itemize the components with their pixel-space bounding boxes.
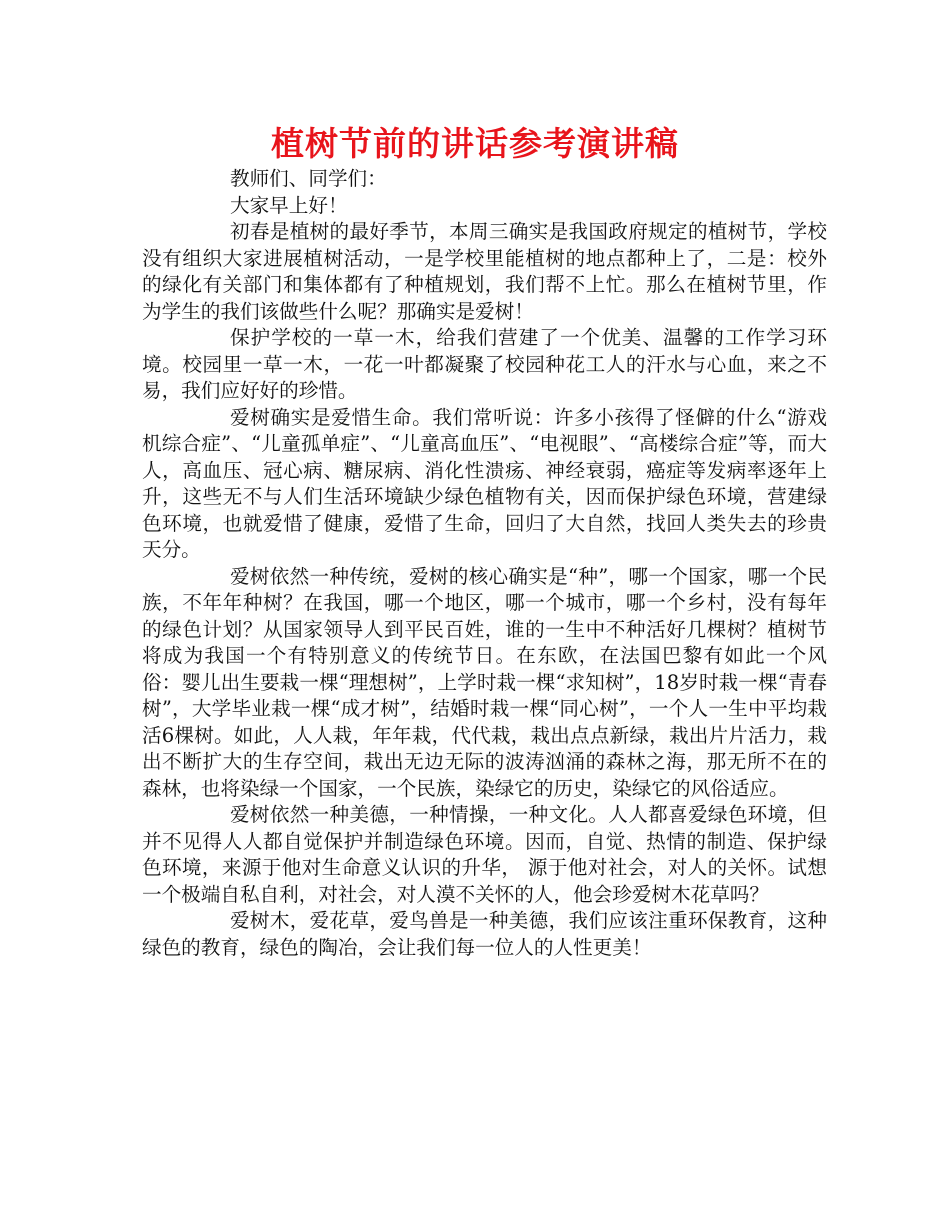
document-body: [142, 166, 827, 961]
document-title: 植树节前的讲话参考演讲稿: [271, 124, 679, 163]
paragraph: 爱树木，爱花草，爱鸟兽是一种美德，我们应该注重环保教育，这种绿色的教育，绿色的陶冶，会让我们每一位人的人性更美！: [142, 909, 827, 959]
greeting: 大家早上好！: [230, 193, 348, 217]
paragraph: 保护学校的一草一木，给我们营建了一个优美、温馨的工作学习环境。校园里一草一木，一花一叶都凝聚了校园种花工人的汗水与心血，来之不易，我们应好好的珍惜。: [142, 326, 827, 402]
paragraph: 爱树依然一种传统，爱树的核心确实是“种”，哪一个国家，哪一个民族，不年年种树？在我国，哪一个地区，哪一个城市，哪一个乡村，没有每年的绿色计划？从国家领导人到平民百姓，谁的一生中不种活好几棵树？植树节将成为我国一个有特别意义的传统节日。在东欧，在法国巴黎有如此一个风俗：婴儿出生要栽一棵“理想树”，上学时栽一棵“求知树”，18岁时栽一棵“青春树”，大学毕业栽一棵“成才树”，结婚时栽一棵“同心树”，一个人一生中平均栽活6棵树。如此，人人栽，年年栽，代代栽，栽出点点新绿，栽出片片活力，栽出不断扩大的生存空间，栽出无边无际的波涛汹涌的森林之海，那无所不在的森林，也将染绿一个国家，一个民族，染绿它的历史，染绿它的风俗适应。: [142, 564, 827, 800]
paragraph: 爱树确实是爱惜生命。我们常听说：许多小孩得了怪僻的什么“游戏机综合症”、“儿童孤单症”、“儿童高血压”、“电视眼”、“高楼综合症”等，而大人，高血压、冠心病、糖尿病、消化性溃疡、神经衰弱，癌症等发病率逐年上升，这些无不与人们生活环境缺少绿色植物有关，因而保护绿色环境，营建绿色环境，也就爱惜了健康，爱惜了生命，回归了大自然，找回人类失去的珍贵天分。: [142, 405, 827, 561]
paragraph: 爱树依然一种美德，一种情操，一种文化。人人都喜爱绿色环境，但并不见得人人都自觉保护并制造绿色环境。因而，自觉、热情的制造、保护绿色环境，来源于他对生命意义认识的升华， 源于他对社会，对人的关怀。试想一个极端自私自利，对社会，对人漠不关怀的人，他会珍爱树木花草吗？: [142, 803, 827, 906]
salutation: 教师们、同学们：: [230, 167, 387, 190]
paragraph: 初春是植树的最好季节，本周三确实是我国政府规定的植树节，学校没有组织大家进展植树活动，一是学校里能植树的地点都种上了，二是：校外的绿化有关部门和集体都有了种植规划，我们帮不上忙。那么在植树节里，作为学生的我们该做些什么呢？那确实是爱树！: [142, 220, 827, 323]
